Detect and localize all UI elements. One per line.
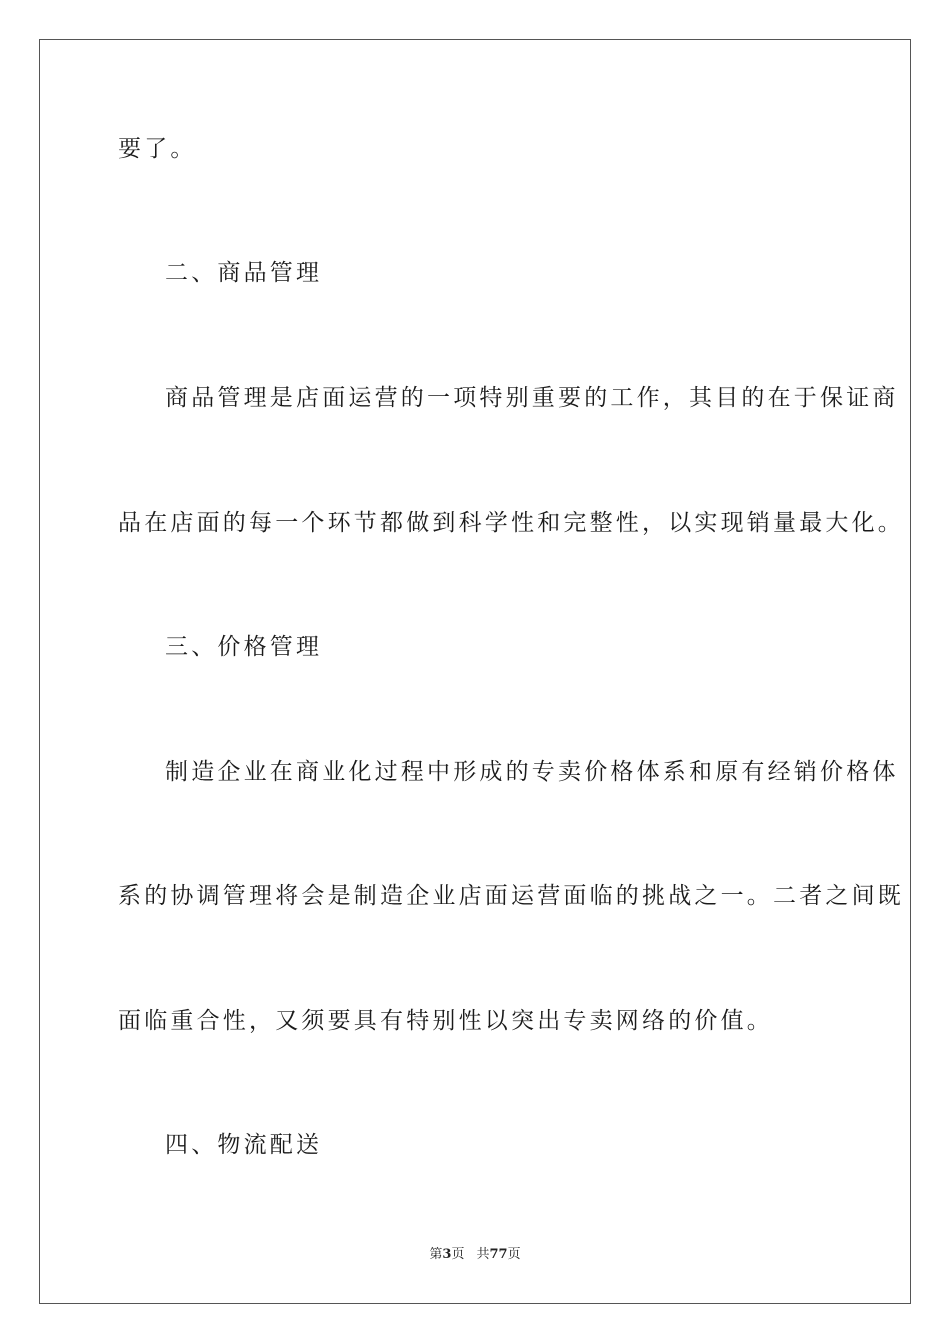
footer-total-pages: 77 [489,1247,508,1262]
section-heading-goods-management: 二、商品管理 [165,260,323,286]
paragraph-line: 品在店面的每一个环节都做到科学性和完整性，以实现销量最大化。 [118,510,904,536]
paragraph-continuation: 要了。 [118,136,197,162]
section-heading-price-management: 三、价格管理 [165,634,323,660]
paragraph-line: 商品管理是店面运营的一项特别重要的工作，其目的在于保证商 [165,385,899,411]
page-border [39,39,911,1304]
footer-page-number: 3 [442,1247,452,1262]
section-heading-logistics: 四、物流配送 [165,1132,323,1158]
footer-page-suffix: 页 [451,1247,465,1262]
footer-total-prefix: 共 [476,1247,490,1262]
footer-total-suffix: 页 [507,1247,521,1262]
page-footer [0,1246,950,1264]
paragraph-line: 面临重合性，又须要具有特别性以突出专卖网络的价值。 [118,1008,773,1034]
footer-page-prefix: 第 [429,1247,443,1262]
paragraph-line: 制造企业在商业化过程中形成的专卖价格体系和原有经销价格体 [165,759,899,785]
paragraph-line: 系的协调管理将会是制造企业店面运营面临的挑战之一。二者之间既 [118,883,904,909]
